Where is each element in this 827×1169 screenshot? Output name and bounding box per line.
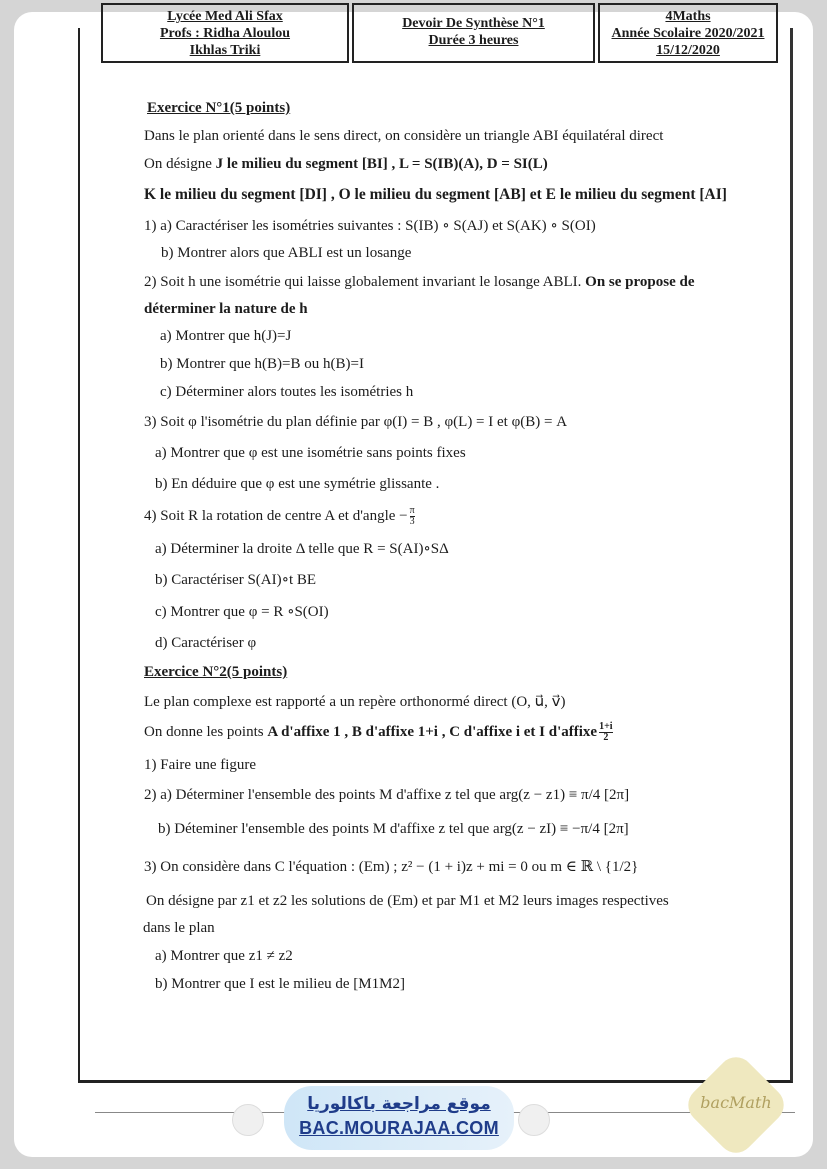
site-banner[interactable] <box>284 1086 514 1150</box>
site-arabic-name: موقع مراجعة باكالوريا <box>307 1094 491 1114</box>
ex2-q3-line2: On désigne par z1 et z2 les solutions de (Em) et par M1 et M2 leurs images respectives <box>146 893 669 909</box>
ex1-q2-c: déterminer la nature de h <box>144 301 308 317</box>
ex1-q4b: b) Caractériser S(AI)∘t BE <box>155 572 317 588</box>
ex2-q3-line3: dans le plan <box>143 920 215 936</box>
ex1-q1a: 1) a) Caractériser les isométries suivantes : S(IB) ∘ S(AJ) et S(AK) ∘ S(OI) <box>144 218 596 234</box>
school-name: Lycée Med Ali Sfax <box>167 9 283 24</box>
ex2-q3b: b) Montrer que I est le milieu de [M1M2] <box>155 976 405 992</box>
site-logo-icon-left <box>232 1104 264 1136</box>
site-url[interactable]: BAC.MOURAJAA.COM <box>299 1118 499 1138</box>
ex2-line2 <box>144 722 615 743</box>
ex2-line2-b: A d'affixe 1 , B d'affixe 1+i , C d'affixe i et I d'affixe <box>267 723 598 740</box>
ex1-line2 <box>144 156 548 173</box>
school-year: Année Scolaire 2020/2021 <box>611 26 765 41</box>
profs-name: Profs : Ridha Aloulou <box>159 26 291 41</box>
header-title-box <box>352 3 595 63</box>
ex1-line1: Dans le plan orienté dans le sens direct, on considère un triangle ABI équilatéral direct <box>144 128 664 144</box>
ex1-q4a: a) Déterminer la droite Δ telle que R = S(AI)∘SΔ <box>155 541 449 557</box>
ex1-q2-a: 2) Soit h une isométrie qui laisse globalement invariant le losange ABLI. <box>144 274 586 290</box>
ex1-q2a: a) Montrer que h(J)=J <box>160 328 292 344</box>
ex2-q3a: a) Montrer que z1 ≠ z2 <box>155 948 293 964</box>
ex2-q3: 3) On considère dans C l'équation : (Em) ; z² − (1 + i)z + mi = 0 ou m ∈ ℝ \ {1/2} <box>144 859 639 875</box>
ex1-title: Exercice N°1(5 points) <box>147 100 291 116</box>
header-school-box <box>101 3 349 63</box>
prof2-name: Ikhlas Triki <box>189 43 261 58</box>
ex2-frac-den: 2 <box>603 732 609 743</box>
ex1-line2-a: On désigne <box>144 156 216 172</box>
exam-title: Devoir De Synthèse N°1 <box>402 16 545 31</box>
exam-date: 15/12/2020 <box>656 43 720 58</box>
ex1-q4 <box>144 506 417 527</box>
header-class-box <box>598 3 778 63</box>
bacmath-badge-text: bacMath <box>700 1093 772 1112</box>
ex1-line3: K le milieu du segment [DI] , O le milieu du segment [AB] et E le milieu du segment [AI] <box>144 186 727 203</box>
ex1-q4d: d) Caractériser φ <box>155 635 257 651</box>
ex2-line2-a: On donne les points <box>144 723 268 740</box>
ex1-q3b: b) En déduire que φ est une symétrie glissante . <box>155 476 440 492</box>
ex1-q3: 3) Soit φ l'isométrie du plan définie par φ(I) = B , φ(L) = I et φ(B) = A <box>144 414 568 430</box>
site-logo-icon-right <box>518 1104 550 1136</box>
ex2-q2b: b) Déteminer l'ensemble des points M d'affixe z tel que arg(z − zI) ≡ −π/4 [2π] <box>158 821 629 837</box>
exam-duration: Durée 3 heures <box>428 33 519 48</box>
ex1-q4-frac-den: 3 <box>409 516 415 527</box>
ex2-q2a: 2) a) Déterminer l'ensemble des points M d'affixe z tel que arg(z − z1) ≡ π/4 [2π] <box>144 787 630 803</box>
ex1-q4-text: 4) Soit R la rotation de centre A et d'angle − <box>144 507 408 524</box>
ex1-q2c: c) Déterminer alors toutes les isométries h <box>160 384 414 400</box>
ex1-q2 <box>144 274 695 291</box>
ex2-title: Exercice N°2(5 points) <box>144 664 288 680</box>
ex1-q1b: b) Montrer alors que ABLI est un losange <box>161 245 412 261</box>
class-name: 4Maths <box>665 9 711 24</box>
ex1-q4-frac-num: π <box>409 505 415 516</box>
ex1-q2-b: On se propose de <box>585 274 695 290</box>
ex2-frac-num: 1+i <box>599 721 613 732</box>
ex1-q4-frac <box>410 506 415 527</box>
ex2-line2-frac <box>599 722 612 743</box>
ex1-q3a: a) Montrer que φ est une isométrie sans points fixes <box>155 445 466 461</box>
ex1-line2-b: J le milieu du segment [BI] , L = S(IB)(A), D = SI(L) <box>215 156 548 172</box>
ex1-q2b: b) Montrer que h(B)=B ou h(B)=I <box>160 356 364 372</box>
ex2-line1: Le plan complexe est rapporté a un repère orthonormé direct (O, u⃗, v⃗) <box>144 694 566 710</box>
ex1-q4c: c) Montrer que φ = R ∘S(OI) <box>155 604 329 620</box>
ex2-q1: 1) Faire une figure <box>144 757 257 773</box>
